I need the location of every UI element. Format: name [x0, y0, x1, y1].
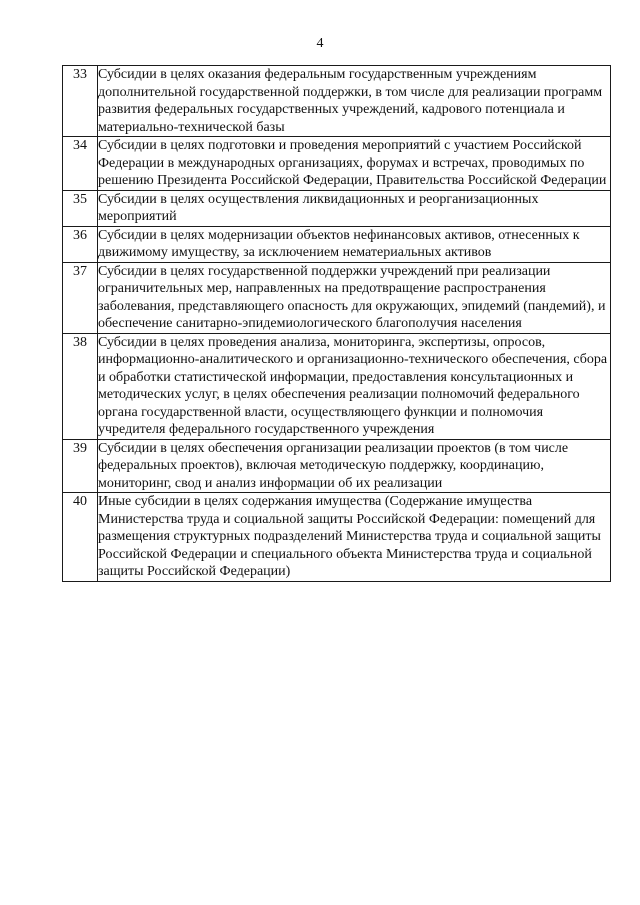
table-row [63, 137, 611, 191]
row-number: 36 [63, 226, 98, 262]
table-row [63, 439, 611, 493]
row-description: Иные субсидии в целях содержания имущества (Содержание имущества Министерства труда и социальной защиты Российской Федерации: помещений для размещения структурных подразделений Министерства труда и социальной защиты Российской Федерации и специального объекта Министерства труда и социальной защиты Российской Федерации) [98, 493, 611, 582]
row-description: Субсидии в целях модернизации объектов нефинансовых активов, отнесенных к движимому имуществу, за исключением нематериальных активов [98, 226, 611, 262]
table-row [63, 226, 611, 262]
table-row [63, 262, 611, 333]
row-number: 38 [63, 333, 98, 439]
table-row [63, 493, 611, 582]
table-row [63, 333, 611, 439]
row-description: Субсидии в целях проведения анализа, мониторинга, экспертизы, опросов, информационно-аналитического и организационно-технического обеспечения, сбора и обработки статистической информации, предоставления консультационных и методических услуг, в целях обеспечения реализации полномочий федерального органа государственной власти, осуществляющего функции и полномочия учредителя федерального государственного учреждения [98, 333, 611, 439]
table-row [63, 190, 611, 226]
row-description: Субсидии в целях подготовки и проведения мероприятий с участием Российской Федерации в международных организациях, форумах и встречах, проводимых по решению Президента Российской Федерации, Правительства Российской Федерации [98, 137, 611, 191]
row-number: 39 [63, 439, 98, 493]
row-number: 37 [63, 262, 98, 333]
row-number: 40 [63, 493, 98, 582]
table-row [63, 66, 611, 137]
row-number: 34 [63, 137, 98, 191]
page-number: 4 [316, 36, 324, 51]
row-number: 33 [63, 66, 98, 137]
row-number: 35 [63, 190, 98, 226]
row-description: Субсидии в целях обеспечения организации реализации проектов (в том числе федеральных проектов), включая методическую поддержку, координацию, мониторинг, свод и анализ информации об их реализации [98, 439, 611, 493]
row-description: Субсидии в целях государственной поддержки учреждений при реализации ограничительных мер, направленных на предотвращение распространения заболевания, представляющего опасность для окружающих, эпидемий (пандемий), и обеспечение санитарно-эпидемиологического благополучия населения [98, 262, 611, 333]
subsidies-table [62, 65, 611, 582]
row-description: Субсидии в целях осуществления ликвидационных и реорганизационных мероприятий [98, 190, 611, 226]
row-description: Субсидии в целях оказания федеральным государственным учреждениям дополнительной государственной поддержки, в том числе для реализации программ развития федеральных государственных учреждений, кадрового потенциала и материально-технической базы [98, 66, 611, 137]
